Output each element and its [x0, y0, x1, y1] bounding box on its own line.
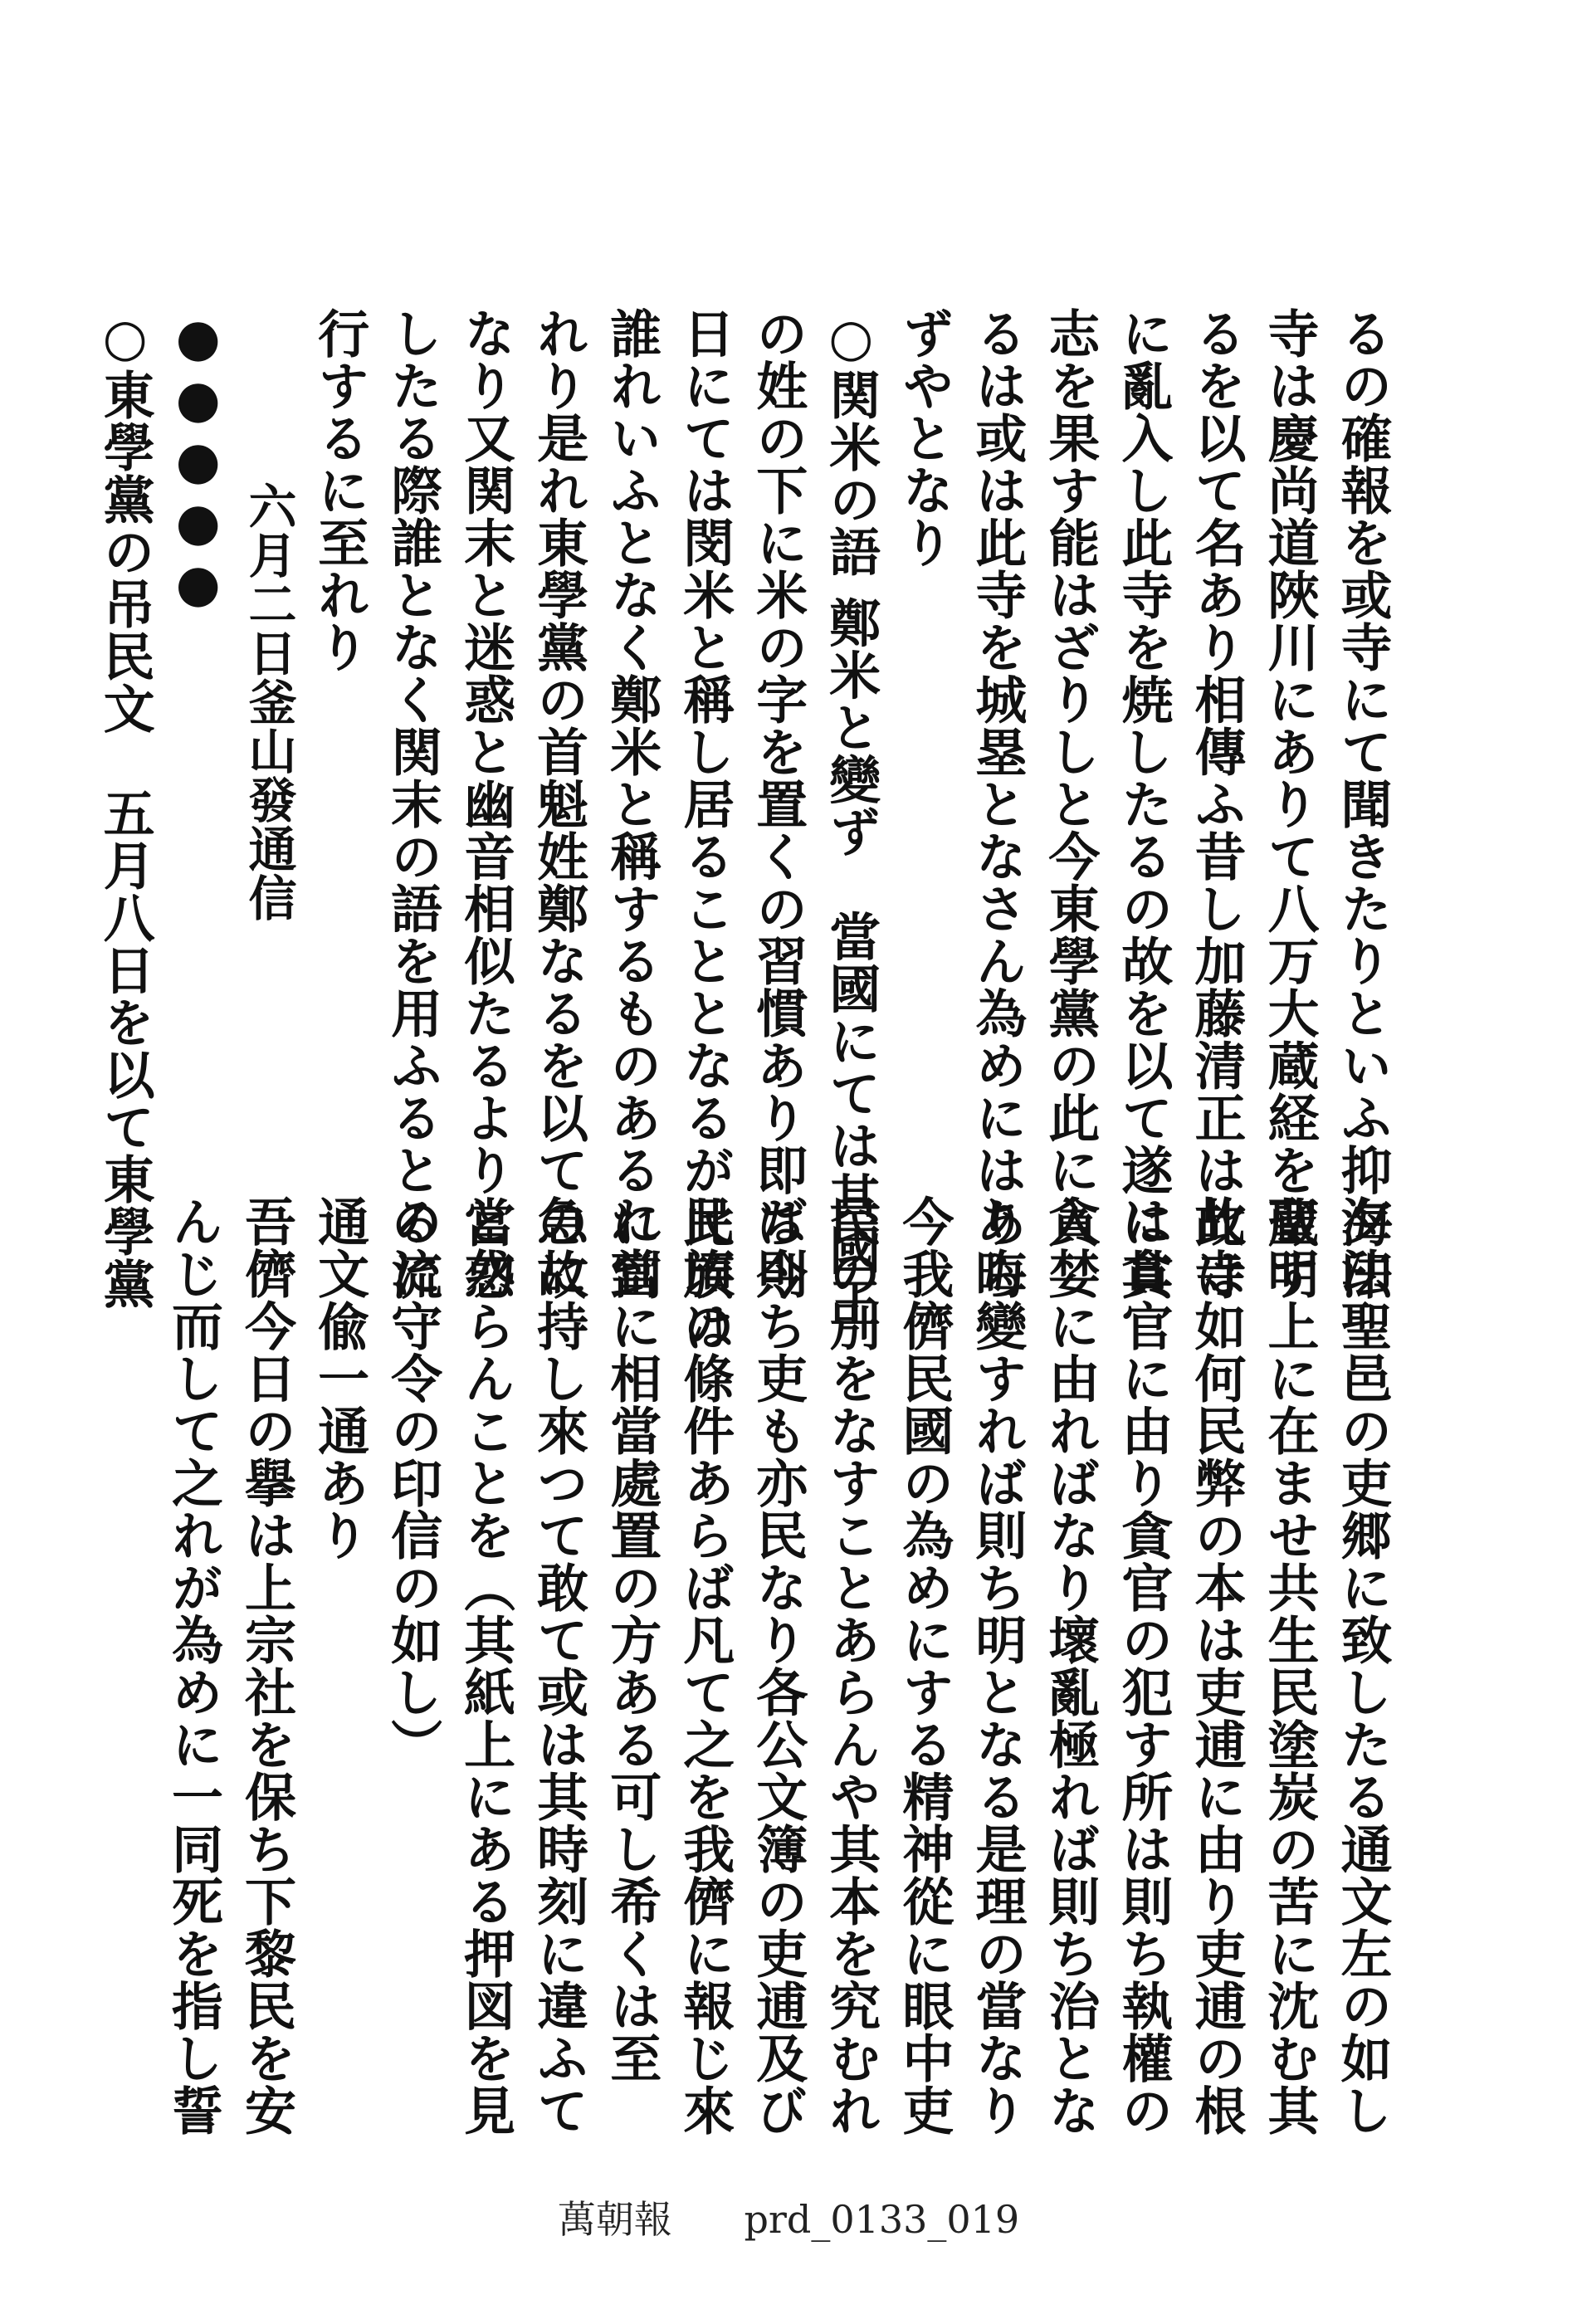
text-line: るを以て名あり相傳ふ昔し加藤清正は此寺	[1185, 307, 1247, 1301]
text-line: 民族の條件あらば凡て之を我儕に報じ來	[674, 1195, 735, 2136]
text-line: と勿らんことを（其紙上にある押図を見	[455, 1195, 516, 2136]
text-line: 民の別をなすことあらんや其本を究むれ	[820, 1195, 881, 2136]
text-line: の姓の下に米の字を置くの習慣あり即ち今	[747, 307, 808, 1301]
text-line: るは或は此寺を城塁となさん為めにはあら	[966, 307, 1028, 1301]
text-line: 貪婪に由ればなり壞亂極れば則ち治とな	[1039, 1195, 1101, 2136]
bottom-article	[156, 1195, 1399, 2136]
text-line: に亂入し此寺を焼したるの故を以て遂に其	[1112, 307, 1174, 1301]
publication-name: 萬朝報	[557, 2197, 672, 2242]
text-line: 聖明上に在ませ共生民塗炭の苦に沈む其	[1258, 1195, 1320, 2136]
text-line: れ當に相當處置の方ある可し希くは至	[601, 1195, 662, 2084]
page-identifier: prd_0133_019	[744, 2197, 1020, 2242]
page-footer	[0, 2190, 1577, 2244]
text-line: 志を果す能はざりしと今東學黨の此に入	[1039, 307, 1101, 1248]
text-line: 故は如何民弊の本は吏逋に由り吏逋の根	[1185, 1195, 1247, 2136]
text-line: ば則ち吏も亦民なり各公文簿の吏逋及び	[747, 1195, 808, 2136]
text-line: 通文偸一通あり	[309, 1195, 370, 1561]
top-article	[88, 307, 1399, 1353]
dateline: 六月二日釜山發通信	[240, 481, 297, 922]
text-line: 寺は慶尚道陜川にありて八万大蔵経を蔵す	[1258, 307, 1320, 1301]
text-line: なり又関末と迷惑と幽音相似たるより當惑	[455, 307, 516, 1301]
text-line: ○関米の語 鄭米と變ず 當國にては其國王	[820, 307, 881, 1329]
text-line: 行するに至れり	[309, 307, 370, 673]
text-line: ずやとなり	[893, 307, 954, 569]
text-line: ○東學黨の吊民文 五月八日を以て東學黨	[95, 307, 156, 1310]
text-line: 急に持し來つて敢て或は其時刻に違ふて	[528, 1195, 589, 2136]
text-line: 夕法聖邑の吏郷に致したる通文左の如し	[1332, 1195, 1393, 2136]
text-line: は貪官に由り貪官の犯す所は則ち執權の	[1112, 1195, 1174, 2136]
text-line: 日にては閔米と稱し居ることとなるが此頃は	[674, 307, 735, 1353]
text-line: 今我儕民國の為めにする精神從に眼中吏	[893, 1195, 954, 2136]
text-line: んじ而して之れが為めに一同死を指し誓	[163, 1195, 224, 2136]
text-line: したる際誰となく関末の語を用ふるとの流	[382, 307, 443, 1301]
text-line: 誰れいふとなく鄭米と稱するものあるに到	[601, 307, 662, 1301]
text-line: り晦變すれば則ち明となる是理の當なり	[966, 1195, 1028, 2136]
text-line: るの確報を或寺にて聞きたりといふ抑海印	[1332, 307, 1393, 1301]
bullet-row: ●●●●●	[168, 307, 229, 614]
text-line: るに守令の印信の如し）	[382, 1195, 443, 1770]
text-line: れり是れ東學黨の首魁姓鄭なるを以ての故	[528, 307, 589, 1301]
text-line: 吾儕今日の擧は上宗社を保ち下黎民を安	[236, 1195, 297, 2136]
